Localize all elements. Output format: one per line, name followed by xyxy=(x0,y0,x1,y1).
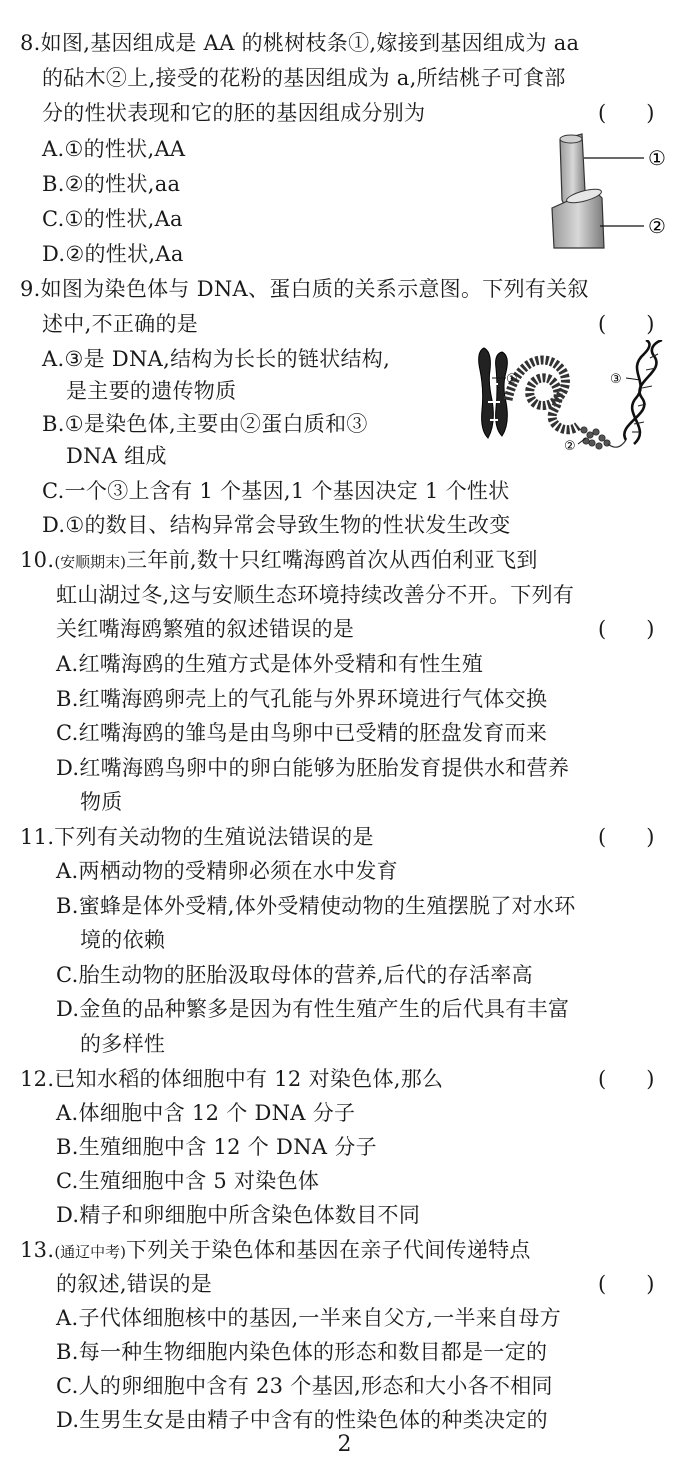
q11-option-d-cont: 的多样性 xyxy=(80,1032,166,1056)
q8-option-d: D.②的性状,Aa xyxy=(42,242,184,266)
q13-option-c: C.人的卵细胞中含有 23 个基因,形态和大小各不相同 xyxy=(56,1374,553,1398)
q10-option-d-cont: 物质 xyxy=(80,790,123,814)
q12-option-d: D.精子和卵细胞中所含染色体数目不同 xyxy=(56,1203,421,1227)
q11-stem-line-1: 11.下列有关动物的生殖说法错误的是 xyxy=(20,825,374,849)
q12-option-a: A.体细胞中含 12 个 DNA 分子 xyxy=(56,1101,356,1125)
q8-stem-line-2: 的砧木②上,接受的花粉的基因组成为 a,所结桃子可食部 xyxy=(42,66,566,90)
q11-option-c: C.胎生动物的胚胎汲取母体的营养,后代的存活率高 xyxy=(56,963,533,987)
q8-option-c: C.①的性状,Aa xyxy=(42,207,183,231)
q10-source: (安顺期末) xyxy=(54,553,127,571)
q13-stem-line-1 xyxy=(20,1237,531,1265)
q9-stem-line-1: 9.如图为染色体与 DNA、蛋白质的关系示意图。下列有关叙 xyxy=(20,277,589,301)
q10-option-d: D.红嘴海鸥鸟卵中的卵白能够为胚胎发育提供水和营养 xyxy=(56,756,570,780)
q10-stem-line-2: 虹山湖过冬,这与安顺生态环境持续改善分不开。下列有 xyxy=(56,583,575,607)
q13-option-b: B.每一种生物细胞内染色体的形态和数目都是一定的 xyxy=(56,1340,548,1364)
q9-option-b: B.①是染色体,主要由②蛋白质和③ xyxy=(42,412,368,436)
q13-number: 13. xyxy=(20,1238,55,1262)
q12-option-c: C.生殖细胞中含 5 对染色体 xyxy=(56,1169,320,1193)
q12-stem-line-1: 12.已知水稻的体细胞中有 12 对染色体,那么 xyxy=(20,1067,444,1091)
q11-answer-paren: ( ) xyxy=(598,825,655,849)
q13-option-d: D.生男生女是由精子中含有的性染色体的种类决定的 xyxy=(56,1408,548,1432)
q12-answer-paren: ( ) xyxy=(598,1067,655,1091)
q13-answer-paren: ( ) xyxy=(598,1272,655,1296)
q10-option-b: B.红嘴海鸥卵壳上的气孔能与外界环境进行气体交换 xyxy=(56,687,548,711)
q13-option-a: A.子代体细胞核中的基因,一半来自父方,一半来自母方 xyxy=(56,1306,561,1330)
stock-label: ② xyxy=(648,214,666,238)
q9-stem-line-2: 述中,不正确的是 xyxy=(42,312,199,336)
q8-option-a: A.①的性状,AA xyxy=(42,137,186,161)
scion-label: ① xyxy=(648,146,666,170)
q8-answer-paren: ( ) xyxy=(598,101,655,125)
q8-stem-line-3: 分的性状表现和它的胚的基因组成分别为 xyxy=(42,101,426,125)
q9-option-a: A.③是 DNA,结构为长长的链状结构, xyxy=(42,347,391,371)
q9-option-a-cont: 是主要的遗传物质 xyxy=(66,379,237,403)
q11-option-b-cont: 境的依赖 xyxy=(80,928,166,952)
protein-label: ② xyxy=(564,439,576,454)
q8-stem-line-1: 8.如图,基因组成是 AA 的桃树枝条①,嫁接到基因组成为 aa xyxy=(20,31,580,55)
q12-option-b: B.生殖细胞中含 12 个 DNA 分子 xyxy=(56,1135,377,1159)
q11-option-b: B.蜜蜂是体外受精,体外受精使动物的生殖摆脱了对水环 xyxy=(56,894,576,918)
chromosome-label: ① xyxy=(506,372,518,387)
q11-option-d: D.金鱼的品种繁多是因为有性生殖产生的后代具有丰富 xyxy=(56,997,570,1021)
q10-option-a: A.红嘴海鸥的生殖方式是体外受精和有性生殖 xyxy=(56,652,484,676)
q8-option-b: B.②的性状,aa xyxy=(42,172,181,196)
q10-answer-paren: ( ) xyxy=(598,617,655,641)
dna-label: ③ xyxy=(610,372,622,387)
q13-stem-line-2: 的叙述,错误的是 xyxy=(56,1272,213,1296)
q13-stem-text: 下列关于染色体和基因在亲子代间传递特点 xyxy=(126,1238,531,1262)
q9-option-b-cont: DNA 组成 xyxy=(66,444,167,468)
q11-option-a: A.两栖动物的受精卵必须在水中发育 xyxy=(56,859,398,883)
page-number: 2 xyxy=(337,1432,352,1457)
grafting-figure xyxy=(540,130,680,250)
chromosome-dna-figure xyxy=(466,340,676,465)
q10-stem-text: 三年前,数十只红嘴海鸥首次从西伯利亚飞到 xyxy=(126,548,538,572)
q10-option-c: C.红嘴海鸥的雏鸟是由鸟卵中已受精的胚盘发育而来 xyxy=(56,721,548,745)
q10-stem-line-3: 关红嘴海鸥繁殖的叙述错误的是 xyxy=(56,617,355,641)
q9-option-c: C.一个③上含有 1 个基因,1 个基因决定 1 个性状 xyxy=(42,479,510,503)
q10-number: 10. xyxy=(20,548,55,572)
q13-source: (通辽中考) xyxy=(54,1243,127,1261)
q10-stem-line-1 xyxy=(20,547,538,575)
q9-option-d: D.①的数目、结构异常会导致生物的性状发生改变 xyxy=(42,513,511,537)
q9-answer-paren: ( ) xyxy=(598,312,655,336)
